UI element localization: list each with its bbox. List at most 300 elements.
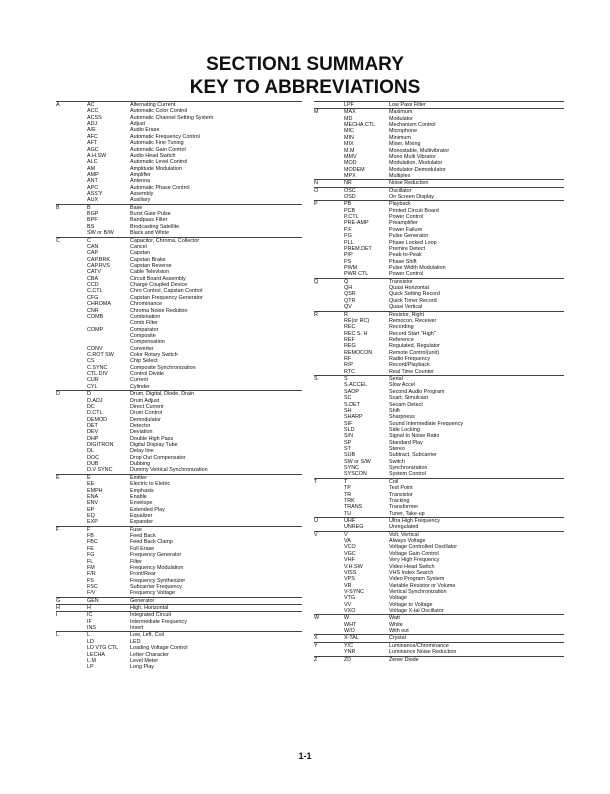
abbreviation: FG (87, 552, 95, 559)
abbreviation-meaning: Ultra High Frequency (389, 518, 440, 524)
abbreviation-meaning: Amplitude Modulation (130, 165, 182, 172)
abbreviation: PCB (344, 207, 356, 214)
abbreviation-meaning: Premire Detect (389, 245, 425, 252)
abbreviation-row (56, 519, 302, 525)
letter-group (314, 642, 564, 656)
letter-group (314, 531, 564, 615)
abbreviation-meaning: Noise Reduction (389, 180, 429, 187)
abbreviation: AFC (87, 133, 98, 140)
abbreviation: LPF (344, 102, 354, 108)
abbreviation-meaning: Integrated Circuit (130, 612, 172, 619)
letter-group (314, 375, 564, 478)
abbreviation: LD VTG CTL (87, 645, 119, 652)
abbreviation-meaning: Expander (130, 519, 154, 526)
abbreviation-meaning: Sharpness (389, 414, 415, 421)
abbreviation-meaning: Front/Rear (130, 571, 156, 578)
abbreviation-meaning: Fuse (130, 526, 142, 533)
abbreviation-meaning: Low Pass Filter (389, 102, 426, 108)
abbreviation-row (56, 590, 302, 596)
abbreviation-meaning: Recording (389, 324, 414, 331)
abbreviation: CAP.RVS (87, 262, 110, 269)
abbreviation: MIX (344, 141, 354, 148)
abbreviation: QV (344, 304, 352, 311)
group-letter (314, 271, 344, 277)
abbreviation: CYL (87, 383, 98, 390)
abbreviation-meaning: Composite (130, 332, 156, 339)
group-letter: F (56, 526, 60, 533)
abbreviation-meaning: Quasi Horizontal (389, 285, 429, 292)
abbreviation: GEN (87, 597, 99, 604)
abbreviation-meaning: High, Horizontal (130, 605, 169, 612)
abbreviation-meaning: Cylinder (130, 383, 150, 390)
abbreviation-meaning: Capacitor, Chroma, Collector (130, 237, 200, 244)
abbreviation-meaning: System Control (389, 471, 426, 478)
abbreviation: DUB (87, 461, 99, 468)
letter-group (314, 656, 564, 663)
abbreviation: TR (344, 491, 352, 498)
abbreviation-row (314, 304, 564, 310)
abbreviation-meaning: Assembly (130, 191, 154, 198)
abbreviation: TRANS (344, 504, 363, 511)
abbreviation-meaning: Mechanism Control (389, 122, 436, 129)
abbreviation-meaning: Automatic Phase Control (130, 184, 190, 191)
abbreviation-meaning: Emitter (130, 474, 148, 481)
group-letter (314, 608, 344, 614)
abbreviation-meaning: Variable Resistor or Volume (389, 582, 456, 589)
abbreviation: B (87, 204, 91, 211)
letter-group (314, 278, 564, 311)
abbreviation-meaning: Peak-to-Peak (389, 252, 422, 259)
letter-group (314, 187, 564, 201)
abbreviation-meaning: Composite Synchronization (130, 364, 196, 371)
abbreviation-meaning: Chro Control, Capstan Control (130, 288, 203, 295)
group-letter: V (314, 531, 318, 538)
group-letter (314, 102, 344, 108)
abbreviation-meaning: Real Time Counter (389, 368, 434, 375)
group-letter: U (314, 518, 318, 524)
group-letter (56, 384, 87, 390)
group-letter: R (314, 311, 318, 318)
abbreviation: PB (344, 201, 352, 208)
abbreviation-meaning: Unregulated (389, 524, 419, 531)
group-letter: T (314, 478, 318, 485)
abbreviation-row (314, 628, 564, 634)
abbreviation: EXP (87, 519, 98, 526)
abbreviation-meaning: Remocon, Receiver (389, 317, 437, 324)
abbreviation: PWR CTL (344, 271, 369, 278)
group-letter: N (314, 180, 318, 187)
abbreviation: AUX (87, 197, 99, 204)
abbreviation: DC (87, 403, 95, 410)
abbreviation: ACC (87, 108, 99, 115)
abbreviation: CUR (87, 377, 99, 384)
abbreviation-row (56, 467, 302, 473)
group-letter (314, 173, 344, 179)
abbreviation-row (314, 471, 564, 477)
abbreviation-meaning: Filter (130, 558, 142, 565)
abbreviation: BPF (87, 217, 98, 224)
abbreviation: ZD (344, 656, 352, 663)
abbreviation-meaning: On Screen Display (389, 194, 434, 201)
abbreviation-meaning: Amplifier (130, 171, 151, 178)
group-letter: Z (314, 656, 318, 663)
page-number: 1-1 (298, 751, 312, 761)
letter-group (314, 478, 564, 517)
abbreviation: LP (87, 664, 94, 671)
abbreviation: AM (87, 165, 96, 172)
abbreviation: F/V (87, 590, 96, 597)
abbreviation-meaning: Cable Television (130, 269, 170, 276)
abbreviation-meaning: Enable (130, 493, 147, 500)
abbreviation-meaning: Playback (389, 201, 411, 208)
abbreviation: MPX (344, 172, 356, 179)
abbreviation-meaning: Chip Select (130, 358, 158, 365)
abbreviation-meaning: Switch (389, 458, 405, 465)
group-letter: C (56, 237, 60, 244)
abbreviation-meaning: Sound Intermediate Frequency (389, 420, 464, 427)
abbreviation-meaning: Quick Setting Record (389, 291, 440, 298)
abbreviation-meaning: Signal to Noise Ratio (389, 433, 440, 440)
abbreviation: S/N (344, 433, 353, 440)
abbreviation: SC (344, 395, 352, 402)
abbreviation-meaning: Shift (389, 407, 400, 414)
abbreviation: P/P (344, 252, 353, 259)
abbreviation-meaning: Test Point (389, 485, 413, 492)
abbreviation: PG (344, 233, 352, 240)
abbreviation-meaning: Audio Erase (130, 127, 160, 134)
abbreviation: SUB (344, 452, 356, 459)
abbreviation: C.CTL (87, 288, 103, 295)
abbreviation: FL (87, 558, 94, 565)
abbreviation-meaning: Automatic Color Control (130, 108, 188, 115)
abbreviation-meaning: Dummy Vertical Synchronization (130, 467, 208, 474)
abbreviation: VHF (344, 557, 355, 564)
group-letter: H (56, 605, 60, 612)
abbreviation-row (56, 598, 302, 604)
abbreviation: M.M (344, 147, 355, 154)
abbreviation-meaning: Video Head Switch (389, 563, 435, 570)
abbreviation: ALC (87, 159, 98, 166)
letter-group (56, 237, 302, 391)
group-letter: Y (314, 642, 318, 649)
abbreviation-meaning: Drum Adjust (130, 397, 160, 404)
abbreviation-meaning: Low, Left, Coil (130, 632, 164, 639)
group-letter: X (314, 635, 318, 642)
abbreviation-meaning: Transformer (389, 504, 419, 511)
letter-group (56, 204, 302, 237)
section-title: SECTION1 SUMMARY (206, 54, 404, 75)
letter-group (56, 604, 302, 611)
abbreviation-meaning: Equalizer (130, 513, 153, 519)
group-letter: A (56, 102, 60, 108)
abbreviation: CAP (87, 250, 99, 257)
abbreviation: CNR (87, 307, 99, 314)
abbreviation: REF (344, 336, 355, 343)
abbreviation-meaning: Capstan Frequency Generator (130, 294, 203, 301)
abbreviation: V (344, 531, 348, 538)
abbreviation-meaning: Capstan (130, 250, 151, 257)
abbreviation-meaning: Mono Multi Vibrator (389, 153, 436, 160)
group-letter: E (56, 474, 60, 481)
abbreviation-meaning: Power Failure (389, 226, 423, 233)
abbreviation: CAN (87, 243, 99, 250)
abbreviation-meaning: Preamplifier (389, 220, 418, 227)
abbreviation: CCD (87, 282, 99, 289)
abbreviation: ANT (87, 178, 98, 185)
abbreviation: X-TAL (344, 635, 359, 642)
abbreviation-meaning: Transistor (389, 278, 413, 285)
abbreviation-meaning: Circuit Board Assembly (130, 275, 186, 282)
abbreviation-meaning: Coil (389, 478, 399, 485)
abbreviation: MIN (344, 134, 354, 141)
abbreviation-row (314, 657, 564, 663)
abbreviation: DET (87, 422, 98, 429)
abbreviation-meaning: Cancel (130, 243, 147, 250)
abbreviation-meaning: Automatic Fine Tuning (130, 140, 184, 147)
abbreviation: YNR (344, 649, 356, 656)
abbreviation-meaning: Slow Accel (389, 382, 416, 389)
abbreviation: SW or S/W (344, 458, 371, 465)
abbreviation-meaning: Crystal (389, 635, 406, 642)
abbreviation: RE(or RC) (344, 317, 370, 324)
abbreviation-meaning: Color Rotary Switch (130, 352, 178, 359)
abbreviation-meaning: Audio Head Switch (130, 152, 176, 159)
abbreviation: D.CTL (87, 410, 103, 417)
abbreviation: MODEM (344, 166, 365, 173)
abbreviation: DIGITRON (87, 442, 114, 449)
abbreviation: P.CTL (344, 214, 359, 221)
abbreviation-meaning: Quick Timer Record (389, 297, 437, 304)
group-letter: L (56, 632, 59, 639)
abbreviation-meaning: Second Audio Program (389, 388, 445, 395)
abbreviation-meaning: Phase Locked Loop (389, 239, 437, 246)
abbreviation-row (314, 524, 564, 530)
abbreviation: REG (344, 343, 356, 350)
abbreviation-meaning: Frequency Synthesizer (130, 577, 186, 584)
abbreviation-meaning: Loading Voltage Control (130, 645, 188, 652)
abbreviation-meaning: Drop Out Compensator (130, 454, 186, 461)
abbreviation-row (56, 197, 302, 203)
abbreviation: D (87, 391, 91, 398)
abbreviation-meaning: Resistor, Right (389, 311, 425, 318)
abbreviation-meaning: Transistor (389, 491, 413, 498)
abbreviation: ST (344, 446, 351, 453)
abbreviation: COMB (87, 313, 104, 320)
abbreviation: CTL.DIV (87, 371, 108, 378)
group-letter (56, 625, 87, 631)
abbreviation: FM (87, 564, 95, 571)
abbreviation: W/O (344, 628, 355, 635)
group-letter (314, 524, 344, 530)
abbreviation: RF (344, 356, 352, 363)
abbreviation-meaning: Adjust (130, 121, 145, 128)
abbreviation-meaning: Detector (130, 422, 151, 429)
abbreviation: SH (344, 407, 352, 414)
abbreviation: H (87, 605, 91, 612)
abbreviation-meaning: Tracking (389, 497, 410, 504)
abbreviation: VV (344, 601, 352, 608)
abbreviation: W (344, 615, 350, 622)
abbreviation: SHARP (344, 414, 363, 421)
group-letter (314, 511, 344, 517)
abbreviation: PLL (344, 239, 354, 246)
abbreviation-meaning: Subtract, Subcarrier (389, 452, 437, 459)
abbreviation-meaning: Demodulator (130, 416, 161, 423)
abbreviation: TRK (344, 497, 355, 504)
abbreviation-row (314, 271, 564, 277)
abbreviation: DL (87, 448, 94, 455)
abbreviation: FB (87, 533, 94, 540)
letter-group (56, 597, 302, 604)
abbreviation-meaning: Power Control (389, 214, 424, 221)
left-abbreviation-column (56, 101, 302, 671)
abbreviation: REMOCON (344, 349, 373, 356)
abbreviation-meaning: Black and White (130, 230, 169, 237)
abbreviation: C (87, 237, 91, 244)
group-letter: B (56, 204, 60, 211)
abbreviation: VCO (344, 544, 356, 551)
abbreviation: OSC (344, 187, 356, 194)
abbreviation-meaning: Deviation (130, 429, 153, 436)
group-letter (314, 471, 344, 477)
abbreviation-meaning: Secam Detect (389, 401, 423, 408)
abbreviation: Y/C (344, 642, 353, 649)
abbreviation: L (87, 632, 90, 639)
letter-group (314, 634, 564, 641)
abbreviation-meaning: With out (389, 628, 409, 635)
abbreviation-meaning: LED (130, 638, 141, 645)
abbreviation-meaning: Modulator-Demodulator (389, 166, 446, 173)
abbreviation-meaning: Zener Diode (389, 656, 419, 663)
abbreviation: MMV (344, 153, 357, 160)
abbreviation: REC (344, 324, 356, 331)
abbreviation: AGC (87, 146, 99, 153)
abbreviation: INS (87, 625, 96, 632)
abbreviation-meaning: Watt (389, 615, 400, 622)
abbreviation: A/E (87, 127, 96, 134)
abbreviation: F (87, 526, 91, 533)
abbreviation-row (314, 511, 564, 517)
abbreviation: DOC (87, 454, 99, 461)
abbreviation: A.H.SW (87, 152, 107, 159)
group-letter: Q (314, 278, 319, 285)
abbreviation-meaning: Automatic Channel Setting System (130, 114, 214, 121)
abbreviation-meaning: Automatic Frequency Control (130, 133, 200, 140)
abbreviation-meaning: White (389, 621, 403, 628)
abbreviation: MOD (344, 160, 357, 167)
group-letter: S (314, 376, 318, 383)
abbreviation: RTC (344, 368, 355, 375)
abbreviation-meaning: Letter Character (130, 651, 169, 658)
abbreviation-meaning: Combination (130, 313, 161, 320)
abbreviation: S (344, 376, 348, 383)
abbreviation-meaning: Quasi Vertical (389, 304, 423, 311)
abbreviation-meaning: Chrominance (130, 301, 163, 308)
abbreviation: PREM.DET (344, 245, 372, 252)
abbreviation-meaning: Full Erase (130, 545, 155, 552)
abbreviation: S.DET (344, 401, 360, 408)
abbreviation-row (56, 230, 302, 236)
group-letter: I (56, 612, 58, 619)
abbreviation-row (314, 180, 564, 186)
abbreviation-meaning: Burst Gate Pulse (130, 211, 171, 218)
abbreviation-meaning: Microphone (389, 128, 418, 135)
abbreviation: V.H.SW (344, 563, 363, 570)
abbreviation: LECHA (87, 651, 105, 658)
abbreviation: EE (87, 481, 95, 488)
group-letter (56, 590, 87, 596)
abbreviation-meaning: Level Meter (130, 657, 159, 664)
abbreviation-meaning: Drum Control (130, 410, 163, 417)
abbreviation-meaning: Remote Control(unit) (389, 349, 440, 356)
abbreviation: REC S. H (344, 330, 368, 337)
abbreviation: MIC (344, 128, 354, 135)
abbreviation-meaning: Drum, Digital, Diode, Drain (130, 391, 195, 398)
abbreviation: D.V SYNC (87, 467, 113, 474)
abbreviation: R (344, 311, 348, 318)
abbreviation-meaning: Alternating Current (130, 102, 176, 108)
abbreviation: R/P (344, 362, 353, 369)
abbreviation-meaning: Comb Filter (130, 320, 158, 327)
letter-group (314, 517, 564, 531)
abbreviation: C.ROT SW (87, 352, 114, 359)
letter-group (56, 101, 302, 204)
abbreviation-meaning: Voltage (389, 595, 407, 602)
abbreviation-meaning: Capstan Brake (130, 256, 166, 263)
abbreviation-meaning: Envelope (130, 500, 153, 507)
abbreviation: NR (344, 180, 352, 187)
abbreviation-meaning: Bandpass Filter (130, 217, 168, 224)
abbreviation-meaning: Digital Display Tube (130, 442, 178, 449)
abbreviation-meaning: Generator (130, 597, 155, 604)
abbreviation: VTG (344, 595, 356, 602)
abbreviation-row (314, 649, 564, 655)
group-letter: O (314, 187, 319, 194)
abbreviation: DEV (87, 429, 99, 436)
abbreviation: SYNC (344, 465, 359, 472)
abbreviation: AFT (87, 140, 98, 147)
abbreviation: F/R (87, 571, 96, 578)
group-letter: D (56, 391, 60, 398)
abbreviation-meaning: Synchronization (389, 465, 428, 472)
abbreviation-row (56, 664, 302, 670)
abbreviation: SIF (344, 420, 353, 427)
abbreviation: DHP (87, 435, 99, 442)
abbreviation-meaning: Converter (130, 345, 154, 352)
abbreviation: VPS (344, 576, 355, 583)
abbreviation: ENA (87, 493, 99, 500)
abbreviation: CFG (87, 294, 99, 301)
abbreviation-meaning: Video Program System (389, 576, 445, 583)
abbreviation-meaning: Long Play (130, 664, 154, 671)
abbreviation: ENV (87, 500, 99, 507)
abbreviation-meaning: Delay line (130, 448, 154, 455)
abbreviation-meaning: Comparator (130, 326, 159, 333)
abbreviation: AMP (87, 171, 99, 178)
abbreviation-meaning: VHS Index Search (389, 569, 434, 576)
abbreviation-meaning: Capstan Reverse (130, 262, 172, 269)
abbreviation-meaning: Vertical Synchronization (389, 588, 447, 595)
abbreviation: FSC (87, 583, 98, 590)
group-letter (56, 197, 87, 203)
abbreviation: BS (87, 223, 95, 230)
abbreviation-meaning: Record/Playback (389, 362, 430, 369)
abbreviation-meaning: Double High Pass (130, 435, 174, 442)
abbreviation-meaning: Automatic Gain Control (130, 146, 186, 153)
abbreviation-meaning: Multiplex (389, 172, 411, 179)
abbreviation-meaning: Always Voltage (389, 538, 426, 545)
abbreviation-meaning: Current (130, 377, 148, 384)
